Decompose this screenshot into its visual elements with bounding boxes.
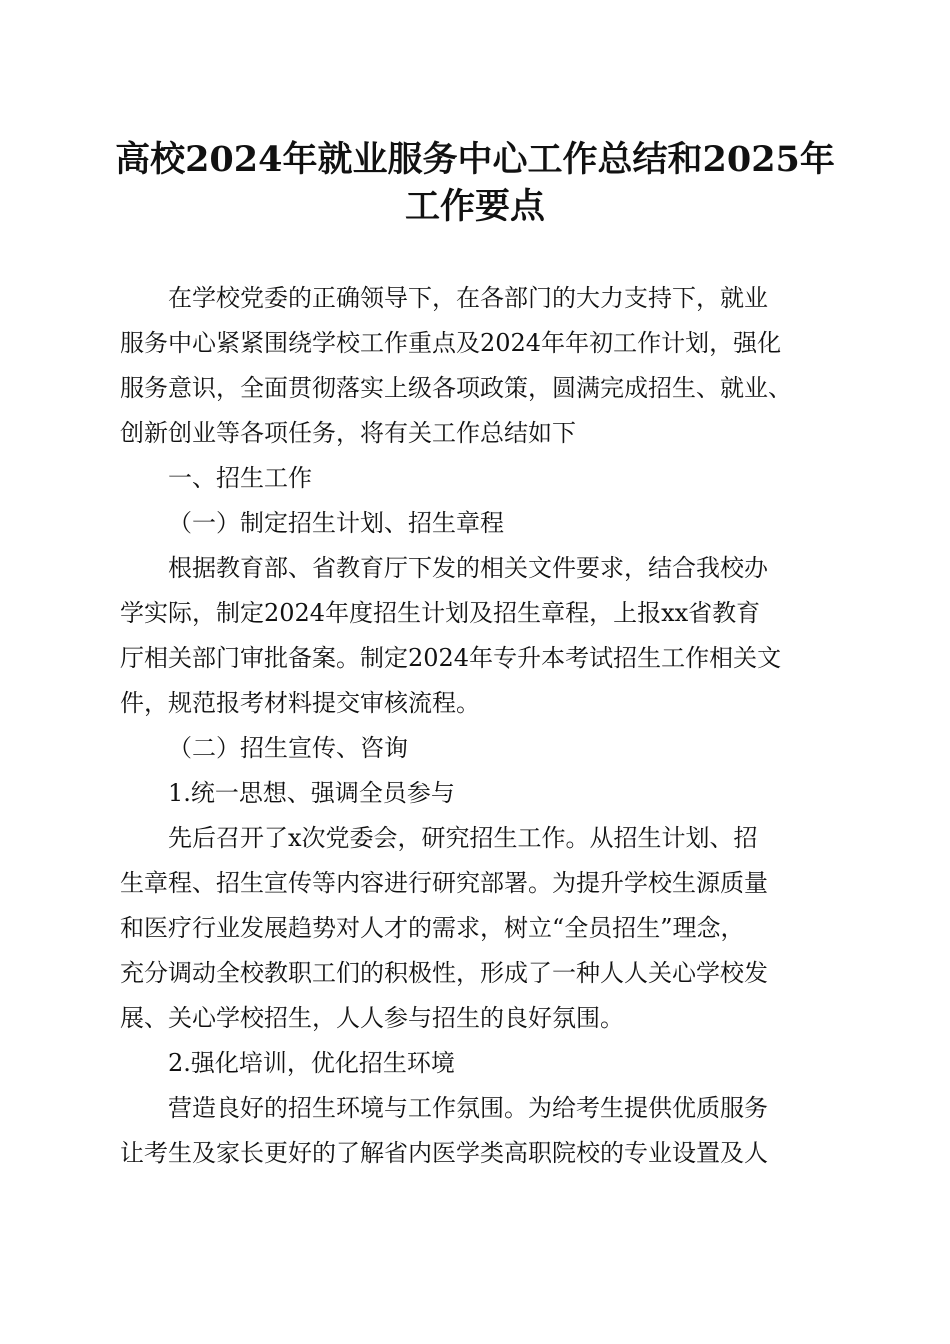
paragraph-line: 充分调动全校教职工们的积极性，形成了一种人人关心学校发	[120, 959, 768, 987]
paragraph-line: 生章程、招生宣传等内容进行研究部署。为提升学校生源质量	[120, 869, 768, 897]
subsection-heading: （二）招生宣传、咨询	[168, 734, 408, 762]
paragraph-line: 创新创业等各项任务，将有关工作总结如下	[120, 419, 576, 447]
paragraph-line: 先后召开了x次党委会，研究招生工作。从招生计划、招	[168, 824, 758, 852]
paragraph-line: 件，规范报考材料提交审核流程。	[120, 689, 480, 717]
paragraph-line: 服务意识，全面贯彻落实上级各项政策，圆满完成招生、就业、	[120, 374, 792, 402]
paragraph-line: 营造良好的招生环境与工作氛围。为给考生提供优质服务	[168, 1094, 768, 1122]
paragraph-line: 学实际，制定2024年度招生计划及招生章程，上报xx省教育	[120, 599, 761, 627]
document-title-line-2: 工作要点	[404, 186, 545, 227]
paragraph-line: 展、关心学校招生，人人参与招生的良好氛围。	[120, 1004, 624, 1032]
item-heading: 1.统一思想、强调全员参与	[168, 779, 455, 807]
paragraph-line: 和医疗行业发展趋势对人才的需求，树立“全员招生”理念，	[120, 914, 745, 942]
paragraph-line: 厅相关部门审批备案。制定2024年专升本考试招生工作相关文	[120, 644, 782, 672]
subsection-heading: （一）制定招生计划、招生章程	[168, 509, 504, 537]
document-title-line-1: 高校2024年就业服务中心工作总结和2025年	[115, 139, 835, 180]
paragraph-line: 让考生及家长更好的了解省内医学类高职院校的专业设置及人	[120, 1139, 768, 1167]
paragraph-line: 服务中心紧紧围绕学校工作重点及2024年年初工作计划，强化	[120, 329, 782, 357]
section-heading: 一、招生工作	[168, 464, 312, 492]
item-heading: 2.强化培训，优化招生环境	[168, 1049, 455, 1077]
paragraph-line: 根据教育部、省教育厅下发的相关文件要求，结合我校办	[168, 554, 768, 582]
paragraph-line: 在学校党委的正确领导下，在各部门的大力支持下，就业	[168, 284, 768, 312]
